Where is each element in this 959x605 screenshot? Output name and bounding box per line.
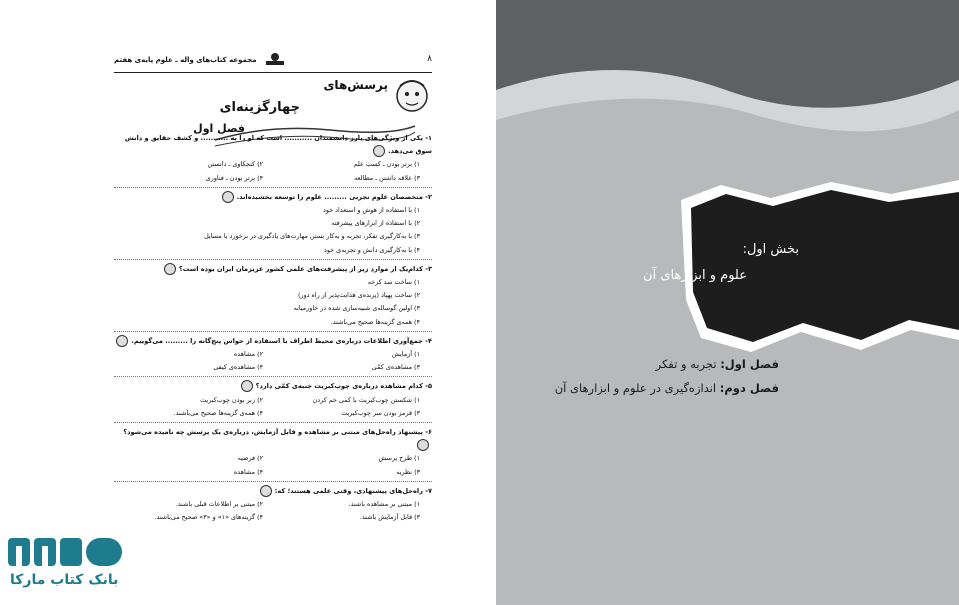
option-item: ۱) برتر بودن ـ کسب علم <box>353 160 420 169</box>
question-text <box>114 263 432 276</box>
option-list <box>114 394 432 420</box>
question-item <box>114 426 432 482</box>
page-number: ۸ <box>427 54 432 64</box>
series-title: مجموعه کتاب‌های واله ـ علوم پایه‌ی هفتم <box>114 56 257 64</box>
face-icon <box>241 380 253 392</box>
face-icon <box>373 145 385 157</box>
header-divider <box>114 72 432 73</box>
question-text <box>114 485 432 498</box>
option-item: ۴) برتر بودن ـ فناوری <box>205 173 263 182</box>
question-text-label: ۵- کدام مشاهده درباره‌ی چوب‌کبریت جنبه‌ی کمّی دارد؟ <box>255 382 432 391</box>
question-divider <box>114 422 432 423</box>
publisher-logo-icon <box>264 52 286 66</box>
wave-decoration <box>496 60 959 180</box>
chapter-title: تجربه و تفکر <box>655 357 717 371</box>
badge-subtitle: چهارگزینه‌ای <box>219 100 300 115</box>
option-item: ۳) قرمز بودن سر چوب‌کبریت <box>341 408 420 417</box>
question-item <box>114 485 432 525</box>
face-icon <box>417 439 429 451</box>
option-list <box>114 204 432 257</box>
question-text-label: ۱- یکی از ویژگی‌های بارز دانشمندان ........... است که او را به ........... و کشف حقایق و دانش سوق می‌دهد. <box>124 134 432 156</box>
option-item: ۱) با استفاده از هوش و استعداد خود <box>323 206 420 215</box>
mascot-face-icon <box>394 76 430 116</box>
chapter-label: فصل اول: <box>720 357 779 371</box>
chapter-item <box>555 352 779 376</box>
question-divider <box>114 259 432 260</box>
question-text <box>114 191 432 204</box>
option-item: ۳) با به‌کارگیری تفکر، تجربه و به‌کار بستن مهارت‌های یادگیری در برخورد با مسایل <box>204 232 420 241</box>
watermark-text: بانک کتاب مارکا <box>10 572 119 588</box>
right-page-cover <box>496 0 959 605</box>
question-divider <box>114 331 432 332</box>
option-item: ۴) همه‌ی گزینه‌ها صحیح می‌باشند. <box>173 408 263 417</box>
chapter-list <box>555 352 779 400</box>
option-item: ۴) گزینه‌های «۱» و «۳» صحیح می‌باشند. <box>154 513 263 522</box>
option-item: ۳) اولین گوساله‌ی شبیه‌سازی شده در خاورمیانه <box>293 304 420 313</box>
option-item: ۲) فرضیه <box>237 454 263 463</box>
question-item <box>114 335 432 378</box>
option-item: ۴) با به‌کارگیری دانش و تجربه‌ی خود <box>324 245 420 254</box>
question-text <box>114 380 432 393</box>
option-list <box>114 276 432 329</box>
question-divider <box>114 481 432 482</box>
option-item: ۱) آزمایش <box>391 350 420 359</box>
option-item: ۳) قابل آزمایش باشند. <box>359 513 420 522</box>
option-item: ۲) مشاهده <box>233 350 263 359</box>
option-list <box>114 498 432 524</box>
chapter-label: فصل دوم: <box>719 381 779 395</box>
page-header <box>114 52 432 72</box>
question-item <box>114 263 432 332</box>
option-item: ۴) همه‌ی گزینه‌ها صحیح می‌باشند. <box>330 317 420 326</box>
face-icon <box>260 485 272 497</box>
question-item <box>114 132 432 188</box>
option-item: ۲) ساخت پهپاد (پرنده‌ی هدایت‌پذیر از راه دور) <box>298 291 420 300</box>
question-list <box>114 132 432 527</box>
question-text-label: ۳- کدام‌یک از موارد زیر از پیشرفت‌های علمی کشور عزیزمان ایران بوده است؟ <box>178 264 432 273</box>
marka-logo-icon <box>8 536 126 568</box>
option-item: ۱) شکستن چوب‌کبریت با کمی خم کردن <box>312 395 420 404</box>
face-icon <box>164 263 176 275</box>
option-item: ۲) با استفاده از ابزارهای پیشرفته <box>331 219 420 228</box>
option-item: ۱) مبتنی بر مشاهده باشند. <box>348 500 420 509</box>
badge-title: پرسش‌های <box>323 78 388 92</box>
face-icon <box>116 335 128 347</box>
option-item: ۲) زبر بودن چوب‌کبریت <box>200 395 263 404</box>
section-title: بخش اول: <box>742 242 799 257</box>
option-item: ۴) مشاهده <box>233 467 263 476</box>
question-divider <box>114 376 432 377</box>
option-item: ۳) نظریه <box>396 467 420 476</box>
question-text <box>114 335 432 348</box>
question-text-label: ۲- متخصصان علوم تجربی ......... علوم را توسعه بخشیده‌اند. <box>236 192 432 201</box>
question-text <box>114 426 432 452</box>
option-list <box>114 452 432 478</box>
question-text-label: ۶- پیشنهاد راه‌حل‌های مبتنی بر مشاهده و قابل آزمایش، درباره‌ی یک پرسش چه نامیده می‌شود؟ <box>123 428 432 437</box>
question-item <box>114 191 432 260</box>
option-item: ۲) کنجکاوی ـ دانستن <box>207 160 263 169</box>
option-item: ۱) طرح پرسش <box>378 454 420 463</box>
question-text <box>114 132 432 158</box>
badge-chapter: فصل اول <box>193 122 245 135</box>
chapter-title: اندازه‌گیری در علوم و ابزارهای آن <box>554 381 717 395</box>
option-item: ۲) مبتنی بر اطلاعات قبلی باشند. <box>175 500 263 509</box>
question-text-label: ۷- راه‌حل‌های پیشنهادی، وقتی علمی هستند؛ که: <box>274 486 432 495</box>
section-subtitle: علوم و ابزارهای آن <box>643 268 747 283</box>
face-icon <box>222 191 234 203</box>
option-item: ۳) مشاهده‌ی کمّی <box>371 363 420 372</box>
option-item: ۴) مشاهده‌ی کیفی <box>213 363 263 372</box>
option-list <box>114 348 432 374</box>
option-item: ۱) ساخت سد کرخه <box>367 278 420 287</box>
question-divider <box>114 187 432 188</box>
left-page <box>100 40 445 600</box>
option-list <box>114 158 432 184</box>
option-item: ۳) علاقه داشتن ـ مطالعه <box>354 173 420 182</box>
question-text-label: ۴- جمع‌آوری اطلاعات درباره‌ی محیط اطراف با استفاده از حواس پنج‌گانه را ......... می‌گوییم. <box>131 336 432 345</box>
question-item <box>114 380 432 423</box>
chapter-item <box>555 376 779 400</box>
